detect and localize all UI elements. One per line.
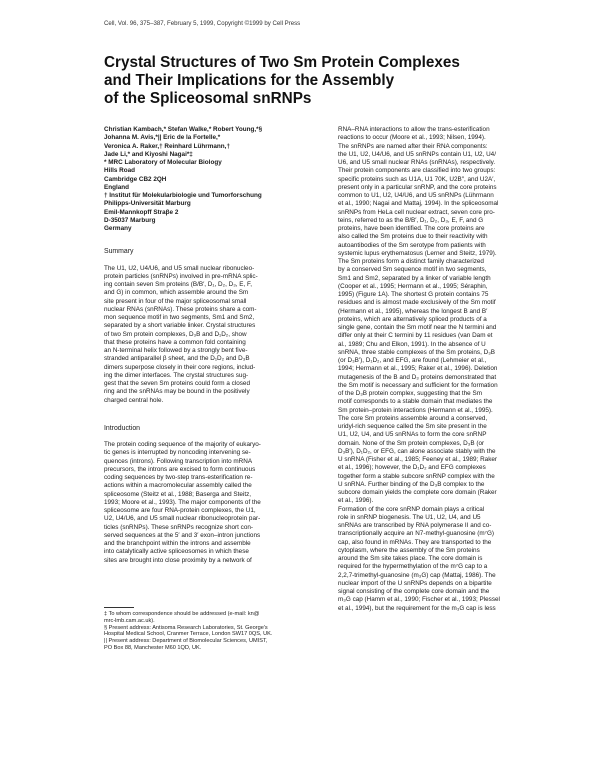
body-line: The snRNPs are named after their RNA components: [338, 142, 488, 150]
body-line: al., 1989; Chu and Elkon, 1991). In the absence of U [338, 340, 486, 348]
summary-line: nuclear RNAs (snRNAs). These proteins share a com- [104, 305, 257, 313]
summary-text [104, 265, 332, 405]
body-line: snRNAs are transcribed by RNA polymerase II and co- [338, 522, 492, 529]
body-line: cytoplasm, where the assembly of the Sm proteins [338, 546, 480, 554]
body-line: The core Sm proteins assemble around a conserved, [338, 414, 488, 422]
author-list [104, 126, 332, 159]
affiliation-line: England [104, 183, 130, 191]
footnote-line: Hospital Medical School, Cranmer Terrace, London SW17 0QS, UK. [104, 631, 273, 638]
affiliation-line: Cambridge CB2 2QH [104, 175, 167, 183]
affiliation-line: * MRC Laboratory of Molecular Biology [104, 159, 222, 166]
introduction-line: quences (introns). Following transcription into mRNA [104, 457, 253, 465]
body-line: specific proteins such as U1A, U1 70K, U2B″, and U2A′, [338, 175, 496, 183]
summary-line: of two Sm protein complexes, D₃B and D₁D₂, show [104, 330, 247, 338]
body-line: systemic lupus erythematosus (Lerner and Steitz, 1979). [338, 249, 497, 257]
author-line: Christian Kambach,* Stefan Walke,* Robert Young,*§ [104, 126, 263, 133]
summary-line: ing contain seven Sm proteins (B/B′, D₁, D₂, D₃, E, F, [104, 281, 252, 288]
summary-line: that these proteins have a common fold containing [104, 338, 246, 346]
body-line: present only in a particular snRNP, and the core proteins [338, 183, 497, 191]
introduction-line: U2, U4/U6, and U5 small nuclear ribonucleoprotein par- [104, 515, 261, 523]
body-line: around the Sm site takes place. The core domain is [338, 555, 483, 562]
summary-line: dimers superpose closely in their core regions, includ- [104, 363, 256, 371]
body-line: autoantibodies of the Sm serotype from patients with [338, 241, 486, 249]
introduction-heading: Introduction [104, 424, 141, 432]
journal-citation: Cell, Vol. 96, 375–387, February 5, 1999, Copyright ©1999 by Cell Press [104, 20, 301, 27]
title-line: and Their Implications for the Assembly [104, 72, 395, 90]
body-line: m₃G cap (Hamm et al., 1990; Fischer et al., 1993; Plessel [338, 596, 500, 604]
footnote-line: || Present address: Department of Biomolecular Sciences, UMIST, [104, 638, 268, 645]
footnote-line: PO Box 88, Manchester M60 1QD, UK. [104, 645, 202, 652]
body-line: single gene, contain the Sm motif near the N termini and [338, 324, 497, 331]
affiliation-line: Emil-Mannkopff Straβe 2 [104, 208, 179, 216]
footnote-line: mrc-lmb.cam.ac.uk). [104, 617, 155, 624]
body-line: 1994; Hermann et al., 1995; Raker et al., 1996). Deletion [338, 365, 498, 373]
introduction-line: actions within a macromolecular assembly called the [104, 482, 252, 490]
body-line: common to U1, U2, U4/U6, and U5 snRNPs (Lührmann [338, 192, 494, 199]
left-column [104, 126, 332, 652]
body-line: domain. None of the Sm protein complexes, D₃B (or [338, 439, 485, 447]
summary-line: mon sequence motif in two segments, Sm1 and Sm2, [104, 314, 255, 321]
title-line: of the Spliceosomal snRNPs [104, 90, 312, 108]
body-line: the Sm motif is necessary and sufficient for the formation [338, 381, 498, 389]
body-line: U snRNA (Fisher et al., 1985; Feeney et al., 1989; Raker [338, 456, 498, 463]
affiliation-line: Hills Road [104, 167, 136, 175]
summary-line: site present in four of the major spliceosomal small [104, 297, 247, 305]
introduction-line: precursors, the introns are excised to form continuous [104, 465, 256, 473]
body-line: teins, referred to as the B/B′, D₁, D₂, D₃, E, F, and G [338, 216, 484, 224]
summary-heading: Summary [104, 248, 134, 256]
body-line: D₃B′), D₁D₂, or EFG, can alone associate stably with the [338, 447, 496, 455]
body-line: Sm protein–protein interactions (Hermann et al., 1995). [338, 406, 493, 414]
introduction-line: coding sequences by two-step trans-esterification re- [104, 474, 253, 481]
introduction-line: tic genes is interrupted by noncoding intervening se- [104, 449, 251, 457]
body-line: proteins, have been identified. The core proteins are [338, 225, 485, 232]
body-line: Sm1 and Sm2, separated by a linker of variable length [338, 274, 491, 282]
body-line: required for the hypermethylation of the m⁷G cap to a [338, 563, 488, 571]
summary-line: charged central hole. [104, 396, 164, 404]
introduction-line: and the branchpoint within the introns and assemble [104, 540, 251, 547]
body-line: 1995) (Figure 1A). The shortest G protein contains 75 [338, 291, 489, 298]
footnote [104, 625, 332, 639]
introduction-line: ticles (snRNPs). These snRNPs recognize short con- [104, 523, 254, 531]
introduction-line: served sequences at the 5′ and 3′ exon–intron junctions [104, 531, 261, 539]
footnote [104, 611, 332, 625]
body-line: U6, and U5 small nuclear RNAs (snRNAs), respectively. [338, 159, 496, 166]
body-line: et al., 1996). [338, 497, 374, 505]
body-line: The Sm proteins form a distinct family characterized [338, 258, 484, 265]
body-line: (Hermann et al., 1995), whereas the longest B and B′ [338, 307, 488, 315]
introduction-line: sites are brought into close proximity by a network of [104, 556, 252, 564]
summary-line: stranded antiparallel β sheet, and the D₁D₂ and D₃B [104, 355, 250, 363]
body-line: snRNPs from HeLa cell nuclear extract, seven core pro- [338, 208, 495, 216]
body-line: together form a stable subcore snRNP complex with the [338, 472, 495, 480]
body-line: role in snRNP biogenesis. The U1, U2, U4, and U5 [338, 513, 481, 521]
footnote-divider [104, 607, 134, 608]
affiliation-line: D-35037 Marburg [104, 216, 156, 224]
body-line: of the D₃B protein complex, suggesting that the Sm [338, 390, 482, 397]
body-line: Formation of the core snRNP domain plays a critical [338, 505, 485, 513]
body-line: differ only at their C termini by 11 residues (van Dam et [338, 332, 493, 340]
article-title [104, 54, 574, 109]
affiliation-line: Germany [104, 225, 132, 232]
title-line: Crystal Structures of Two Sm Protein Complexes [104, 54, 460, 71]
body-line: subcore domain yields the complete core domain (Raker [338, 489, 497, 496]
body-line: Their protein components are classified into two groups: [338, 167, 496, 175]
introduction-line: spliceosome (Steitz et al., 1988; Baserga and Steitz, [104, 490, 252, 498]
right-column-text [338, 126, 579, 613]
body-line: mutagenesis of the B and D₃ proteins demonstrated that [338, 373, 497, 381]
body-line: et al., 1994), but the requirement for the m₃G cap is less [338, 604, 496, 612]
introduction-line: 1993; Moore et al., 1993). The major components of the [104, 498, 261, 506]
body-line: 2,2,7-trimethyl-guanosine (m₃G) cap (Mattaj, 1986). The [338, 571, 496, 579]
author-line: Johanna M. Avis,*|| Eric de la Fortelle,* [104, 134, 221, 142]
introduction-text [104, 441, 332, 565]
introduction-line: spliceosome are four RNA-protein complexes, the U1, [104, 507, 256, 514]
summary-line: separated by a short variable linker. Crystal structures [104, 322, 256, 330]
summary-line: The U1, U2, U4/U6, and U5 small nuclear ribonucleo- [104, 264, 255, 272]
body-line: signal consisting of the complete core domain and the [338, 588, 490, 595]
summary-line: ring and the snRNAs may be bound in the positively [104, 388, 250, 396]
body-line: snRNA, three stable complexes of the Sm proteins, D₃B [338, 348, 496, 356]
body-line: by a conserved Sm sequence motif in two segments, [338, 266, 487, 274]
body-line: et al., 1990; Nagai and Mattaj, 1994). In the spliceosomal [338, 200, 499, 208]
body-line: the U1, U2, U4/U6, and U5 snRNPs contain U1, U2, U4/ [338, 150, 496, 158]
body-line: nuclear import of the U snRNPs depends on a bipartite [338, 579, 492, 587]
affiliation-line: † Institut für Molekularbiologie und Tumorforschung [104, 192, 262, 199]
summary-line: protein particles (snRNPs) involved in pre-mRNA splic- [104, 272, 258, 280]
introduction-line: The protein coding sequence of the majority of eukaryo- [104, 441, 261, 448]
body-line: proteins, which are alternatively spliced products of a [338, 315, 487, 323]
affiliations [104, 159, 332, 233]
summary-line: and G) in common, which assemble around the Sm [104, 289, 249, 297]
body-line: et al., 1996); however, the D₁D₂ and EFG complexes [338, 464, 486, 472]
footnote-line: ‡ To whom correspondence should be addressed (e-mail: kn@ [104, 610, 260, 617]
body-line: cap, also found in mRNAs. They are transported to the [338, 538, 492, 546]
footnote [104, 638, 332, 652]
author-line: Jade Li,* and Kiyoshi Nagai*‡ [104, 150, 193, 158]
body-line: also called the Sm proteins due to their reactivity with [338, 233, 488, 241]
body-line: uridyl-rich sequence called the Sm site present in the [338, 423, 487, 430]
body-line: (or D₃B′), D₁D₂, and EFG, are found (Lehmeier et al., [338, 357, 487, 364]
body-line: RNA–RNA interactions to allow the trans-esterification [338, 126, 490, 133]
body-line: (Cooper et al., 1995; Hermann et al., 1995; Séraphin, [338, 282, 488, 290]
body-line: U snRNA. Further binding of the D₃B complex to the [338, 480, 485, 488]
footnote-line: § Present address: Antisoma Research Laboratories, St. George's [104, 624, 268, 631]
body-line: motif corresponds to a stable domain that mediates the [338, 398, 493, 406]
author-line: Veronica A. Raker,† Reinhard Lührmann,† [104, 142, 230, 150]
summary-line: gest that the seven Sm proteins could form a closed [104, 380, 250, 387]
summary-line: an N-terminal helix followed by a strongly bent five- [104, 347, 248, 354]
body-line: residues and is almost made exclusively of the Sm motif [338, 299, 496, 307]
summary-line: ing the dimer interfaces. The crystal structures sug- [104, 371, 249, 379]
introduction-line: into catalytically active spliceosomes in which these [104, 548, 249, 556]
footnotes [104, 611, 332, 652]
affiliation-line: Philipps-Universität Marburg [104, 200, 191, 208]
body-line: transcriptionally acquire an N7-methyl-guanosine (m⁷G) [338, 530, 495, 538]
body-line: U1, U2, U4, and U5 snRNAs to form the core snRNP [338, 431, 487, 439]
body-line: reactions to occur (Moore et al., 1993; Nilsen, 1994). [338, 134, 486, 142]
